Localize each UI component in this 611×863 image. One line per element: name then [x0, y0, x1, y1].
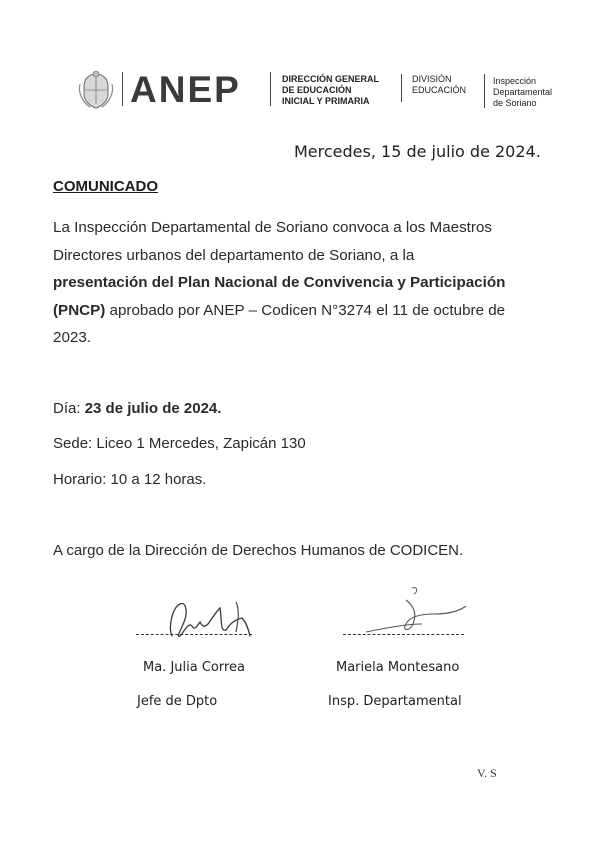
signature-montesano — [362, 584, 472, 636]
signature-line — [136, 634, 252, 635]
meeting-time: Horario: 10 a 12 horas. — [53, 471, 207, 488]
anep-logo: ANEP — [130, 69, 241, 110]
signer-role: Insp. Departamental — [328, 694, 462, 709]
uruguay-coat-of-arms-icon — [76, 70, 116, 110]
letterhead — [70, 66, 570, 114]
body-line: (PNCP) aprobado por ANEP – Codicen N°3274 el 11 de octubre de — [53, 301, 506, 319]
pncp-abbr: (PNCP) — [53, 301, 106, 319]
body-line: Directores urbanos del departamento de Soriano, a la — [53, 246, 415, 264]
body-line: 2023. — [53, 329, 92, 347]
document-title: COMUNICADO — [53, 178, 158, 195]
closing-line: A cargo de la Dirección de Derechos Humanos de CODICEN. — [53, 542, 464, 559]
inspeccion-label: Inspección Departamental de Soriano — [493, 76, 553, 108]
page-note: V. S — [477, 766, 497, 780]
signature-correa — [150, 598, 270, 646]
body-line-bold: presentación del Plan Nacional de Convivencia y Participación — [53, 274, 506, 292]
dgeip-label: DIRECCIÓN GENERAL DE EDUCACIÓN INICIAL Y PRIMARIA — [282, 74, 380, 106]
document-date: Mercedes, 15 de julio de 2024. — [294, 142, 541, 161]
meeting-venue: Sede: Liceo 1 Mercedes, Zapicán 130 — [53, 435, 306, 452]
header-divider — [401, 74, 402, 102]
body-line: La Inspección Departamental de Soriano convoca a los Maestros — [53, 219, 492, 236]
header-divider — [270, 72, 271, 106]
meeting-day: Día: 23 de julio de 2024. — [53, 400, 222, 417]
signer-role: Jefe de Dpto — [137, 694, 218, 709]
body-paragraph — [53, 214, 553, 352]
header-divider — [484, 74, 485, 108]
signer-name: Ma. Julia Correa — [143, 660, 246, 675]
division-label: DIVISIÓN EDUCACIÓN — [412, 74, 467, 95]
signer-name: Mariela Montesano — [336, 660, 460, 675]
header-divider — [122, 72, 123, 106]
signature-line — [343, 634, 464, 635]
